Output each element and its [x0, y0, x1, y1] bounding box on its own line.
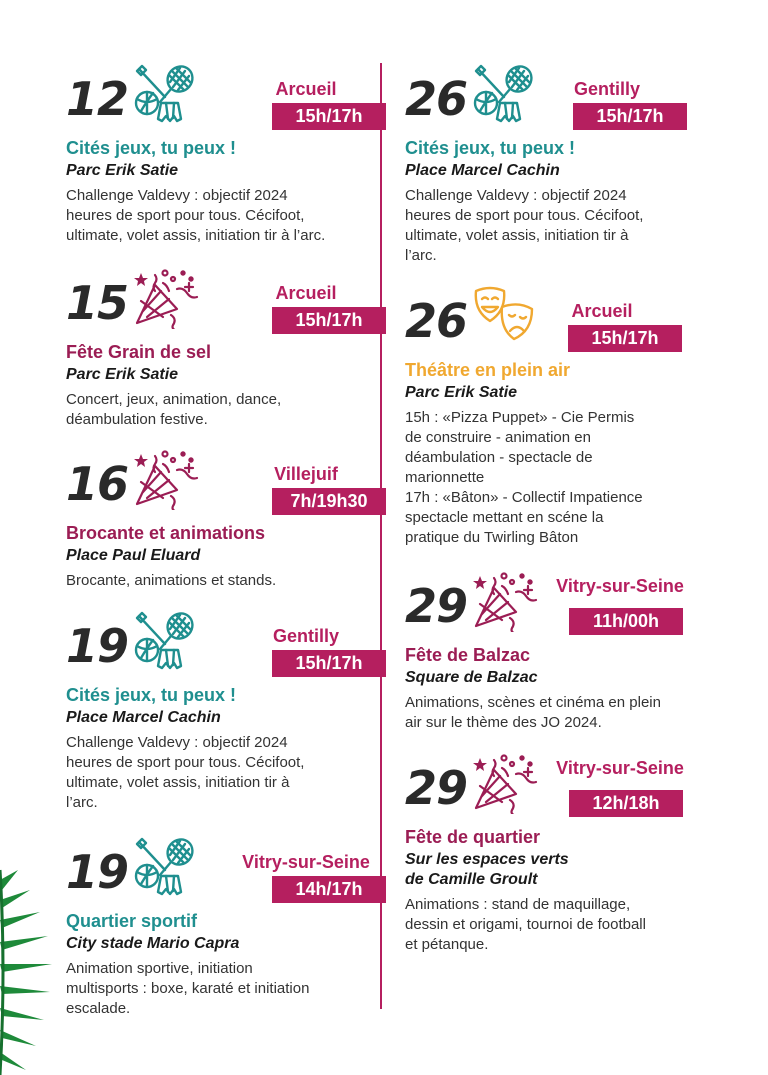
event-description: Brocante, animations et stands. [66, 572, 277, 589]
event-date: 19 [66, 619, 129, 673]
event-time: 15h/17h [272, 650, 386, 677]
event-place: Parc Erik Satie [66, 162, 179, 179]
event-city: Gentilly [573, 79, 640, 99]
event-place: Square de Balzac [405, 669, 538, 686]
event-description: Challenge Valdevy : objectif 2024 heures de sport pour tous. Cécifoot, ultimate, volet assis, initiation tir à l’arc. [405, 187, 644, 264]
party-popper-icon [133, 267, 199, 329]
event-time: 15h/17h [272, 103, 386, 130]
event-title: Quartier sportif [66, 911, 198, 931]
palm-leaf-icon [0, 860, 70, 1075]
event-description: Animations, scènes et cinéma en plein air sur le thème des JO 2024. [405, 694, 661, 731]
event-date: 29 [405, 579, 468, 633]
event-city: Vitry-sur-Seine [242, 852, 370, 872]
event-place: Place Marcel Cachin [405, 162, 560, 179]
event-date: 29 [405, 761, 468, 815]
event-time: 15h/17h [573, 103, 687, 130]
event-date: 15 [66, 276, 129, 330]
event-description: Animation sportive, initiation multisports : boxe, karaté et initiation escalade. [66, 960, 310, 1017]
party-popper-icon [472, 752, 538, 814]
event-title: Brocante et animations [66, 523, 266, 543]
event-city: Arcueil [275, 283, 337, 303]
event-place: Place Paul Eluard [66, 547, 201, 564]
party-popper-icon [472, 570, 538, 632]
event-description: Challenge Valdevy : objectif 2024 heures de sport pour tous. Cécifoot, ultimate, volet assis, initiation tir à l’arc. [66, 734, 305, 811]
event-time: 14h/17h [272, 876, 386, 903]
event-date: 12 [66, 72, 129, 126]
event-date: 26 [405, 72, 468, 126]
event-city: Gentilly [272, 626, 339, 646]
event-description: Concert, jeux, animation, dance, déambulation festive. [66, 391, 282, 428]
event-place: Sur les espaces verts de Camille Groult [405, 851, 569, 888]
sports-icon [133, 836, 199, 898]
event-description: Challenge Valdevy : objectif 2024 heures de sport pour tous. Cécifoot, ultimate, volet assis, initiation tir à l’arc. [66, 187, 326, 244]
event-time: 11h/00h [569, 608, 683, 635]
event-title: Fête de Balzac [405, 645, 531, 665]
event-city: Arcueil [571, 301, 633, 321]
event-place: Parc Erik Satie [66, 366, 179, 383]
party-popper-icon [133, 448, 199, 510]
event-title: Cités jeux, tu peux ! [405, 138, 576, 158]
event-description: 15h : «Pizza Puppet» - Cie Permis de construire - animation en déambulation - spectacle de marionnette 17h : «Bâton» - Collectif Impatience spectacle mettant en scéne la pratique du Twirling Bâton [405, 409, 643, 546]
event-title: Fête Grain de sel [66, 342, 212, 362]
event-city: Vitry-sur-Seine [556, 758, 684, 778]
event-date: 16 [66, 457, 129, 511]
sports-icon [133, 63, 199, 125]
event-time: 7h/19h30 [272, 488, 386, 515]
event-title: Théâtre en plein air [405, 360, 571, 380]
event-date: 19 [66, 845, 129, 899]
event-time: 15h/17h [272, 307, 386, 334]
event-title: Cités jeux, tu peux ! [66, 685, 237, 705]
event-time: 12h/18h [569, 790, 683, 817]
event-place: Parc Erik Satie [405, 384, 518, 401]
event-place: City stade Mario Capra [66, 935, 240, 952]
event-city: Villejuif [274, 464, 338, 484]
event-place: Place Marcel Cachin [66, 709, 221, 726]
event-description: Animations : stand de maquillage, dessin et origami, tournoi de football et pétanque. [405, 896, 646, 953]
event-time: 15h/17h [568, 325, 682, 352]
event-city: Arcueil [275, 79, 337, 99]
event-date: 26 [405, 294, 468, 348]
event-city: Vitry-sur-Seine [556, 576, 684, 596]
event-title: Cités jeux, tu peux ! [66, 138, 237, 158]
event-title: Fête de quartier [405, 827, 541, 847]
sports-icon [133, 610, 199, 672]
